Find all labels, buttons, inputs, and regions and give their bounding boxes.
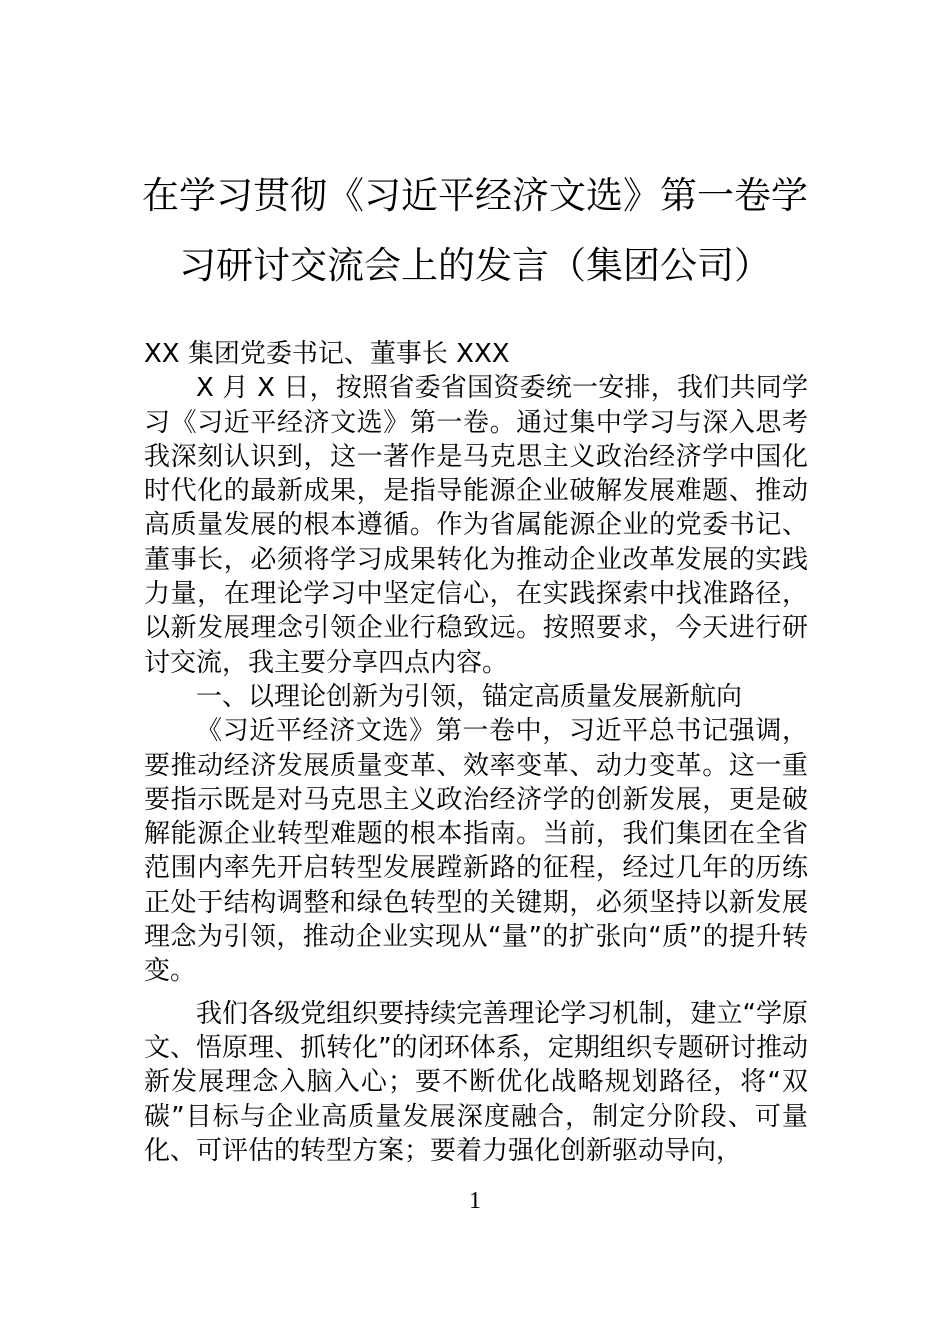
section-heading-1: 一、以理论创新为引领，锚定高质量发展新航向 <box>196 681 743 712</box>
document-title-line-2: 习研讨交流会上的发言（集团公司） <box>179 244 771 287</box>
paragraph-section-1-b: 我们各级党组织要持续完善理论学习机制，建立“学原文、悟原理、抓转化”的闭环体系，定期组织专题研讨推动新发展理念入脑入心；要不断优化战略规划路径，将“双碳”目标与企业高质量发展深度融合，制定分阶段、可量化、可评估的转型方案；要着力强化创新驱动导向， <box>144 998 808 1166</box>
paragraph-section-1-a: 《习近平经济文选》第一卷中，习近平总书记强调，要推动经济发展质量变革、效率变革、动力变革。这一重要指示既是对马克思主义政治经济学的创新发展，更是破解能源企业转型难题的根本指南。当前，我们集团在全省范围内率先开启转型发展蹚新路的征程，经过几年的历练正处于结构调整和绿色转型的关键期，必须坚持以新发展理念为引领，推动企业实现从“量”的扩张向“质”的提升转变。 <box>144 716 808 987</box>
author-line: XX 集团党委书记、董事长 XXX <box>144 339 510 369</box>
document-body <box>144 337 808 1168</box>
document-title-line-1: 在学习贯彻《习近平经济文选》第一卷学 <box>142 174 808 217</box>
paragraph-intro: X 月 X 日，按照省委省国资委统一安排，我们共同学习《习近平经济文选》第一卷。通过集中学习与深入思考我深刻认识到，这一著作是马克思主义政治经济学中国化时代化的最新成果，是指导能源企业破解发展难题、推动高质量发展的根本遵循。作为省属能源企业的党委书记、董事长，必须将学习成果转化为推动企业改革发展的实践力量，在理论学习中坚定信心，在实践探索中找准路径，以新发展理念引领企业行稳致远。按照要求，今天进行研讨交流，我主要分享四点内容。 <box>144 373 808 678</box>
page-number: 1 <box>469 1188 481 1214</box>
